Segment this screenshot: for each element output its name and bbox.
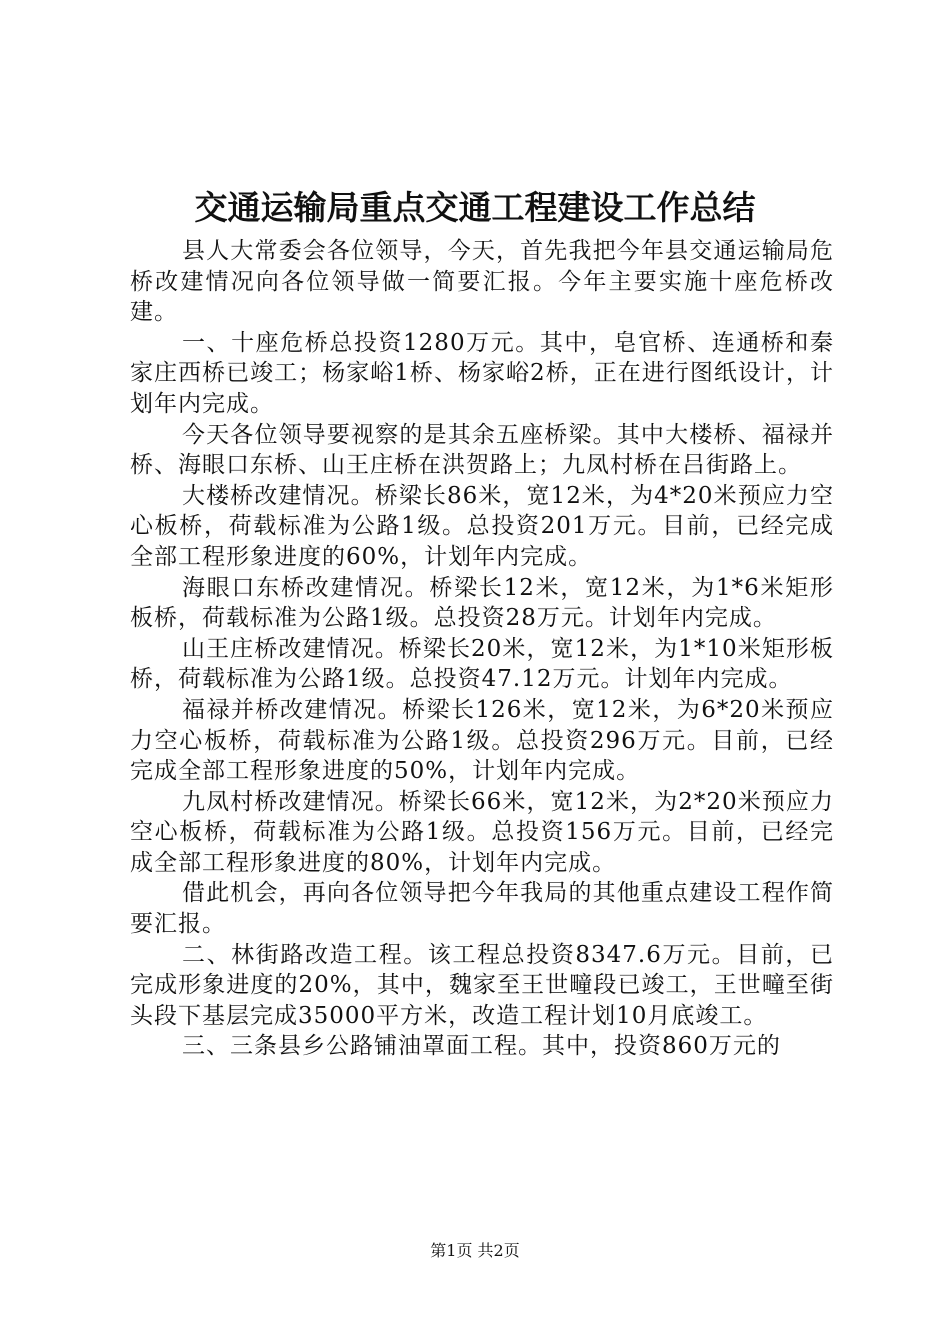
paragraph-section-3: 三、三条县乡公路铺油罩面工程。其中，投资860万元的 xyxy=(182,1033,781,1060)
paragraph-section-2: 二、林街路改造工程。该工程总投资8347.6万元。目前，已完成形象进度的20%，其中，魏家至王世疃段已竣工，王世疃至街头段下基层完成35000平方米，改造工程计划10月底竣工。 xyxy=(130,941,834,1029)
paragraph-shanwangzhuang-bridge: 山王庄桥改建情况。桥梁长20米，宽12米，为1*10米矩形板桥，荷载标准为公路1级。总投资47.12万元。计划年内完成。 xyxy=(130,635,834,693)
paragraph-intro: 县人大常委会各位领导，今天，首先我把今年县交通运输局危桥改建情况向各位领导做一简要汇报。今年主要实施十座危桥改建。 xyxy=(130,238,834,326)
paragraph-section-1: 一、十座危桥总投资1280万元。其中，皂官桥、连通桥和秦家庄西桥已竣工；杨家峪1桥、杨家峪2桥，正在进行图纸设计，计划年内完成。 xyxy=(130,329,834,417)
paragraph-other-projects: 借此机会，再向各位领导把今年我局的其他重点建设工程作简要汇报。 xyxy=(130,880,834,938)
paragraph-inspection: 今天各位领导要视察的是其余五座桥梁。其中大楼桥、福禄并桥、海眼口东桥、山王庄桥在洪贺路上；九凤村桥在吕街路上。 xyxy=(130,421,834,479)
paragraph-jiufengcun-bridge: 九凤村桥改建情况。桥梁长66米，宽12米，为2*20米预应力空心板桥，荷载标准为公路1级。总投资156万元。目前，已经完成全部工程形象进度的80%，计划年内完成。 xyxy=(130,788,834,876)
paragraph-dalou-bridge: 大楼桥改建情况。桥梁长86米，宽12米，为4*20米预应力空心板桥，荷载标准为公路1级。总投资201万元。目前，已经完成全部工程形象进度的60%，计划年内完成。 xyxy=(130,482,834,570)
paragraph-haiyankou-bridge: 海眼口东桥改建情况。桥梁长12米，宽12米，为1*6米矩形板桥，荷载标准为公路1级。总投资28万元。计划年内完成。 xyxy=(130,574,834,632)
page-footer: 第1页 共2页 xyxy=(430,1241,520,1260)
document-body xyxy=(130,236,834,1062)
document-title: 交通运输局重点交通工程建设工作总结 xyxy=(194,188,756,227)
paragraph-fulubing-bridge: 福禄并桥改建情况。桥梁长126米，宽12米，为6*20米预应力空心板桥，荷载标准为公路1级。总投资296万元。目前，已经完成全部工程形象进度的50%，计划年内完成。 xyxy=(130,696,834,785)
